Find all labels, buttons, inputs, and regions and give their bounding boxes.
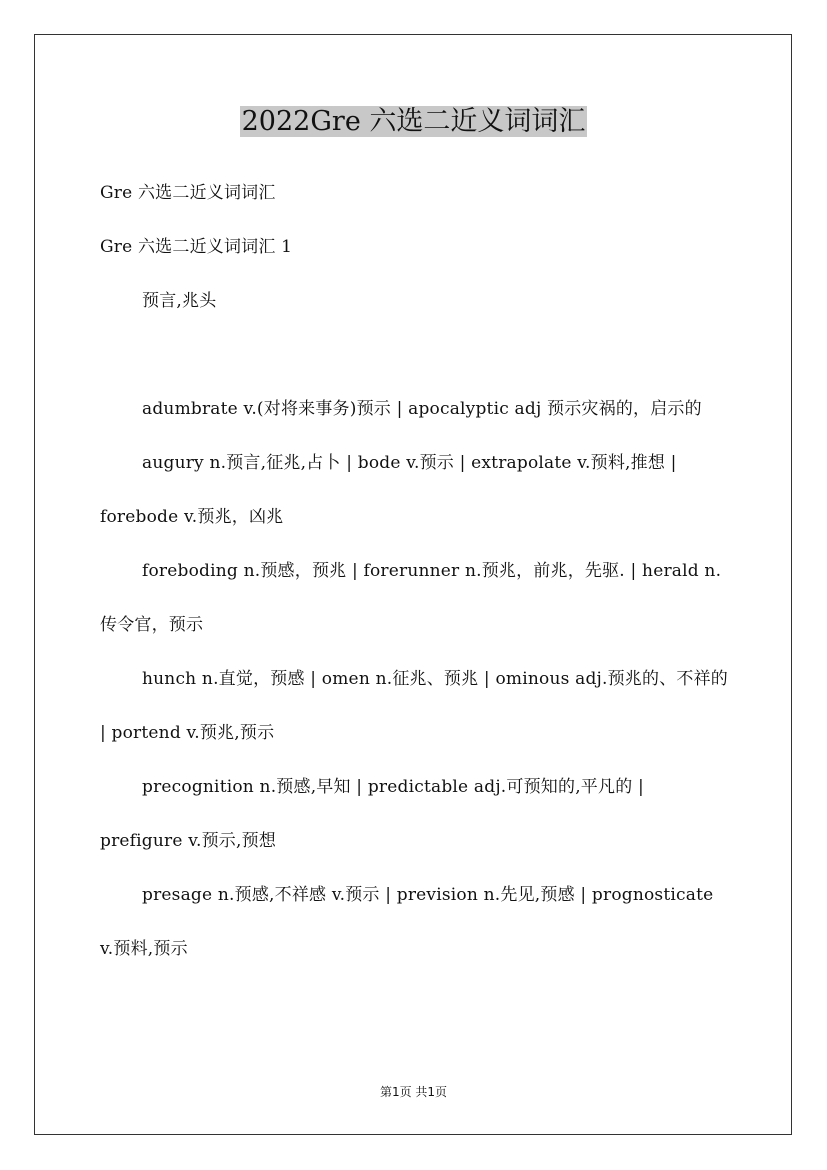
paragraph: adumbrate v.(对将来事务)预示 | apocalyptic adj 预示灾祸的，启示的 [142, 399, 702, 419]
blank-line [100, 328, 728, 382]
paragraph: hunch n.直觉，预感 | omen n.征兆、预兆 | ominous adj.预兆的、不祥的 | portend v.预兆,预示 [100, 669, 729, 743]
section-title: 预言,兆头 [142, 291, 217, 311]
subheading: Gre 六选二近义词词汇 1 [100, 237, 293, 257]
page-footer [0, 1083, 827, 1101]
document-title [0, 103, 827, 141]
paragraph: precognition n.预感,早知 | predictable adj.可预知的,平凡的 | prefigure v.预示,预想 [100, 777, 644, 851]
paragraph: presage n.预感,不祥感 v.预示 | prevision n.先见,预感 | prognosticate v.预料,预示 [100, 885, 714, 959]
page-number: 第1页 共1页 [379, 1085, 448, 1099]
document-title-text: 2022Gre 六选二近义词词汇 [241, 106, 586, 137]
paragraph: augury n.预言,征兆,占卜 | bode v.预示 | extrapolate v.预料,推想 | forebode v.预兆，凶兆 [100, 453, 677, 527]
paragraph: foreboding n.预感，预兆 | forerunner n.预兆，前兆，先驱. | herald n.传令官，预示 [100, 561, 722, 635]
heading: Gre 六选二近义词词汇 [100, 183, 276, 203]
document-body [100, 166, 728, 976]
